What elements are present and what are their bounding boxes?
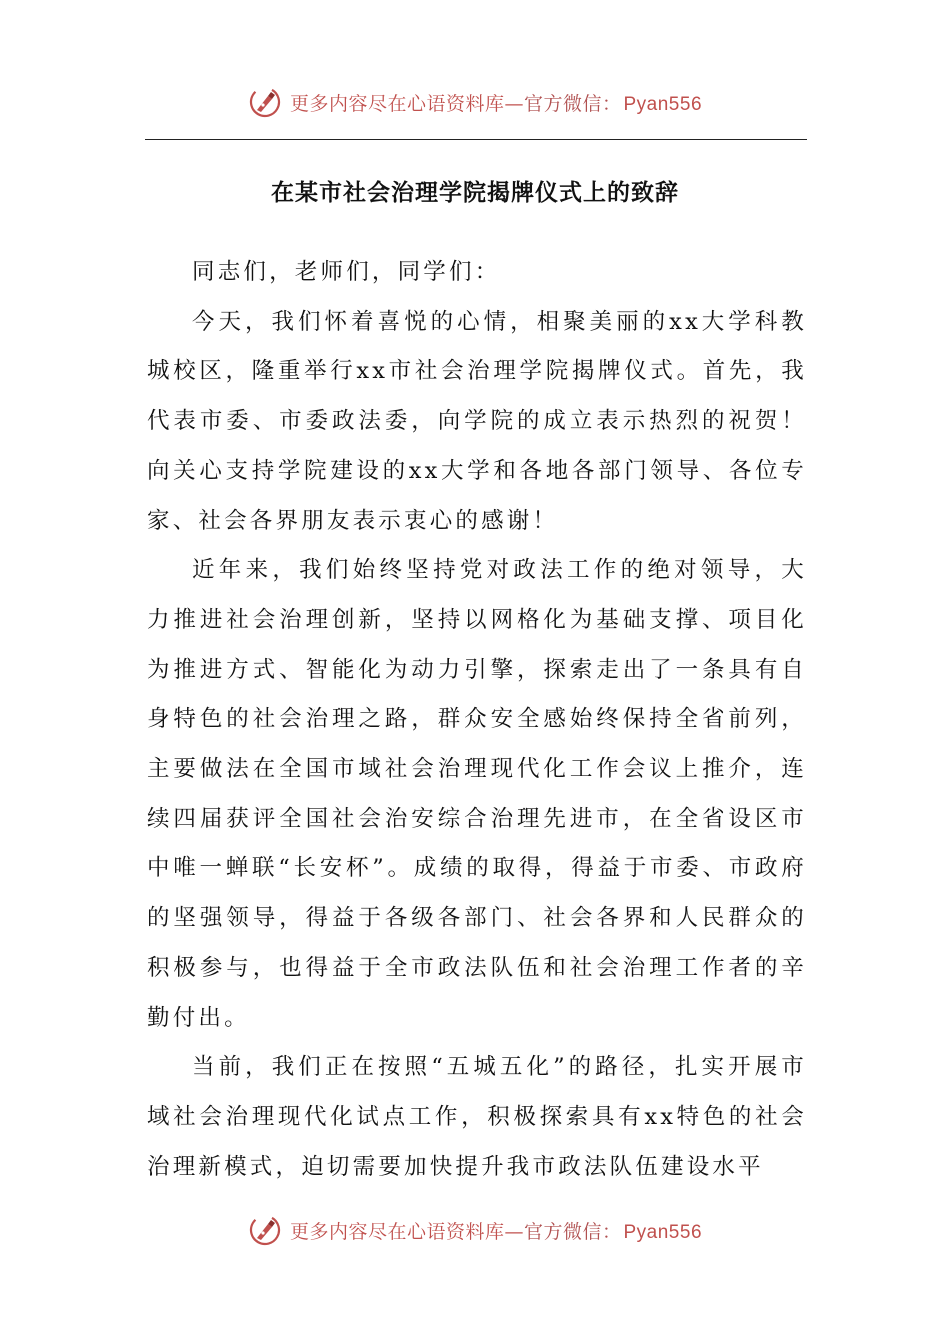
salutation-paragraph: 同志们，老师们，同学们： (192, 259, 501, 285)
body-paragraph: 今天，我们怀着喜悦的心情，相聚美丽的xx大学科教城校区，隆重举行xx市社会治理学院揭牌仪式。首先，我代表市委、市委政法委，向学院的成立表示热烈的祝贺！向关心支持学院建设的xx大学和各地各部门领导、各位专家、社会各界朋友表示衷心的感谢！ (147, 308, 807, 534)
header-divider (145, 139, 807, 140)
banner-text (290, 89, 702, 116)
banner-wechat-id: Pyan556 (623, 93, 703, 115)
document-title: 在某市社会治理学院揭牌仪式上的致辞 (271, 179, 679, 206)
banner-separator: — (504, 92, 524, 115)
banner-label: 官方微信： (523, 1220, 622, 1243)
banner-main-text: 更多内容尽在心语资料库 (289, 92, 505, 115)
body-paragraph: 当前，我们正在按照“五城五化”的路径，扎实开展市域社会治理现代化试点工作，积极探索具有xx特色的社会治理新模式，迫切需要加快提升我市政法队伍建设水平 (147, 1054, 807, 1180)
banner-separator: — (504, 1220, 524, 1243)
banner-main-text: 更多内容尽在心语资料库 (289, 1220, 505, 1243)
banner-wechat-id: Pyan556 (623, 1221, 703, 1243)
banner-text (290, 1217, 702, 1244)
header-banner (0, 82, 950, 122)
pen-nib-logo-icon (248, 1213, 282, 1247)
body-paragraph: 近年来，我们始终坚持党对政法工作的绝对领导，大力推进社会治理创新，坚持以网格化为基础支撑、项目化为推进方式、智能化为动力引擎，探索走出了一条具有自身特色的社会治理之路，群众安全感始终保持全省前列，主要做法在全国市域社会治理现代化工作会议上推介，连续四届获评全国社会治安综合治理先进市，在全省设区市中唯一蝉联“长安杯”。成绩的取得，得益于市委、市政府的坚强领导，得益于各级各部门、社会各界和人民群众的积极参与，也得益于全市政法队伍和社会治理工作者的辛勤付出。 (147, 557, 807, 1031)
footer-banner (0, 1210, 950, 1250)
banner-label: 官方微信： (523, 92, 622, 115)
document-body (147, 248, 807, 1192)
pen-nib-logo-icon (248, 85, 282, 119)
